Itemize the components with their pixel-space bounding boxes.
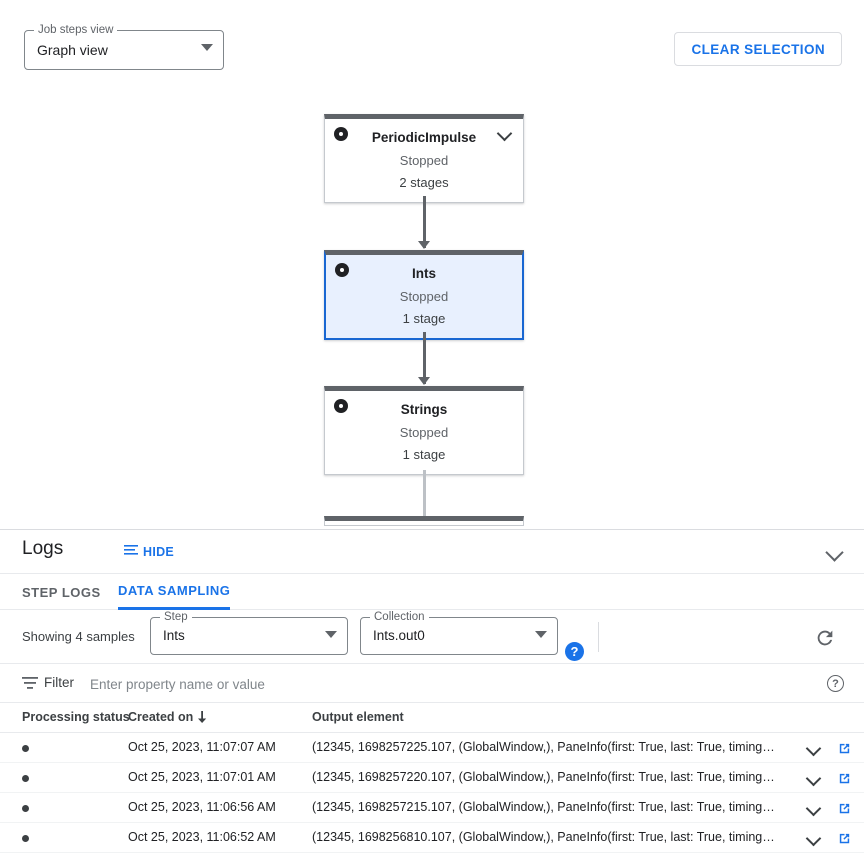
graph-node-status: Stopped [399, 153, 449, 168]
logs-title: Logs [22, 538, 64, 559]
status-badge [22, 805, 29, 812]
tab-step-logs[interactable]: STEP LOGS [22, 584, 101, 600]
open-in-new-icon[interactable] [837, 741, 852, 756]
chevron-down-icon [325, 631, 337, 638]
clear-selection-button[interactable]: CLEAR SELECTION [674, 32, 842, 66]
graph-node-strings[interactable] [324, 386, 524, 475]
cell-created-on: Oct 25, 2023, 11:06:56 AM [128, 800, 276, 814]
table-row[interactable] [0, 823, 864, 853]
logs-panel [0, 530, 864, 856]
node-status-icon [335, 263, 349, 277]
refresh-icon[interactable] [814, 627, 836, 649]
samples-table-body [0, 733, 864, 853]
hide-logs-button[interactable] [124, 544, 174, 559]
sampling-controls [0, 610, 864, 664]
edge-arrow-icon [418, 241, 430, 249]
column-processing-status[interactable]: Processing status [22, 710, 130, 724]
column-created-on[interactable]: Created on [128, 710, 194, 724]
collection-select-value: Ints.out0 [373, 628, 425, 643]
open-in-new-icon[interactable] [837, 831, 852, 846]
column-output-element[interactable]: Output element [312, 710, 404, 724]
graph-node-stages: 1 stage [402, 311, 446, 326]
hide-logs-label: HIDE [143, 544, 175, 559]
filter-help-icon[interactable]: ? [827, 675, 844, 692]
table-row[interactable] [0, 793, 864, 823]
samples-table-header [0, 703, 864, 733]
list-icon [124, 544, 140, 559]
node-status-icon [334, 127, 348, 141]
expand-row-icon[interactable] [808, 773, 822, 782]
step-select-label: Step [160, 610, 192, 624]
graph-node-ints[interactable] [324, 250, 524, 340]
filter-icon [22, 676, 38, 690]
graph-node-stages: 2 stages [399, 175, 449, 190]
table-row[interactable] [0, 733, 864, 763]
cell-output-element: (12345, 1698257215.107, (GlobalWindow,), PaneInfo(first: True, last: True, timing… [312, 800, 775, 814]
help-icon[interactable]: ? [565, 642, 584, 661]
graph-node-title: PeriodicImpulse [371, 130, 477, 145]
status-badge [22, 835, 29, 842]
job-steps-view-value: Graph view [37, 42, 108, 58]
graph-node-stages: 1 stage [402, 447, 446, 462]
status-badge [22, 775, 29, 782]
edge-arrow-icon [418, 377, 430, 385]
chevron-down-icon [201, 44, 213, 51]
tab-data-sampling[interactable]: DATA SAMPLING [118, 574, 230, 610]
graph-edge-1 [423, 196, 426, 248]
filter-row [0, 664, 864, 703]
table-row[interactable] [0, 763, 864, 793]
collection-select[interactable] [360, 611, 558, 655]
node-status-icon [334, 399, 348, 413]
step-select[interactable] [150, 611, 348, 655]
graph-node-partial[interactable] [324, 516, 524, 526]
open-in-new-icon[interactable] [837, 801, 852, 816]
step-select-value: Ints [163, 628, 185, 643]
graph-edge-3 [423, 470, 426, 518]
cell-output-element: (12345, 1698257225.107, (GlobalWindow,), PaneInfo(first: True, last: True, timing… [312, 740, 775, 754]
cell-output-element: (12345, 1698256810.107, (GlobalWindow,), PaneInfo(first: True, last: True, timing… [312, 830, 775, 844]
cell-created-on: Oct 25, 2023, 11:07:01 AM [128, 770, 276, 784]
collapse-panel-icon[interactable] [824, 542, 846, 564]
open-in-new-icon[interactable] [837, 771, 852, 786]
graph-node-title: Strings [400, 402, 448, 417]
cell-output-element: (12345, 1698257220.107, (GlobalWindow,), PaneInfo(first: True, last: True, timing… [312, 770, 775, 784]
graph-edge-2 [423, 332, 426, 384]
collection-select-label: Collection [370, 610, 429, 624]
graph-node-periodicimpulse[interactable] [324, 114, 524, 203]
graph-node-title: Ints [411, 266, 436, 281]
job-steps-view-select[interactable] [24, 24, 224, 70]
expand-row-icon[interactable] [808, 833, 822, 842]
toolbar-divider [598, 622, 599, 652]
chevron-down-icon[interactable] [499, 128, 513, 137]
status-badge [22, 745, 29, 752]
cell-created-on: Oct 25, 2023, 11:06:52 AM [128, 830, 276, 844]
logs-header [0, 530, 864, 574]
expand-row-icon[interactable] [808, 803, 822, 812]
job-steps-view-label: Job steps view [34, 23, 117, 37]
graph-node-status: Stopped [399, 425, 449, 440]
sort-descending-icon[interactable] [196, 710, 209, 725]
sample-count-label: Showing 4 samples [22, 629, 135, 644]
logs-tabs [0, 574, 864, 610]
expand-row-icon[interactable] [808, 743, 822, 752]
filter-input[interactable] [88, 672, 688, 696]
graph-node-status: Stopped [399, 289, 449, 304]
filter-label: Filter [44, 675, 74, 690]
cell-created-on: Oct 25, 2023, 11:07:07 AM [128, 740, 276, 754]
chevron-down-icon [535, 631, 547, 638]
